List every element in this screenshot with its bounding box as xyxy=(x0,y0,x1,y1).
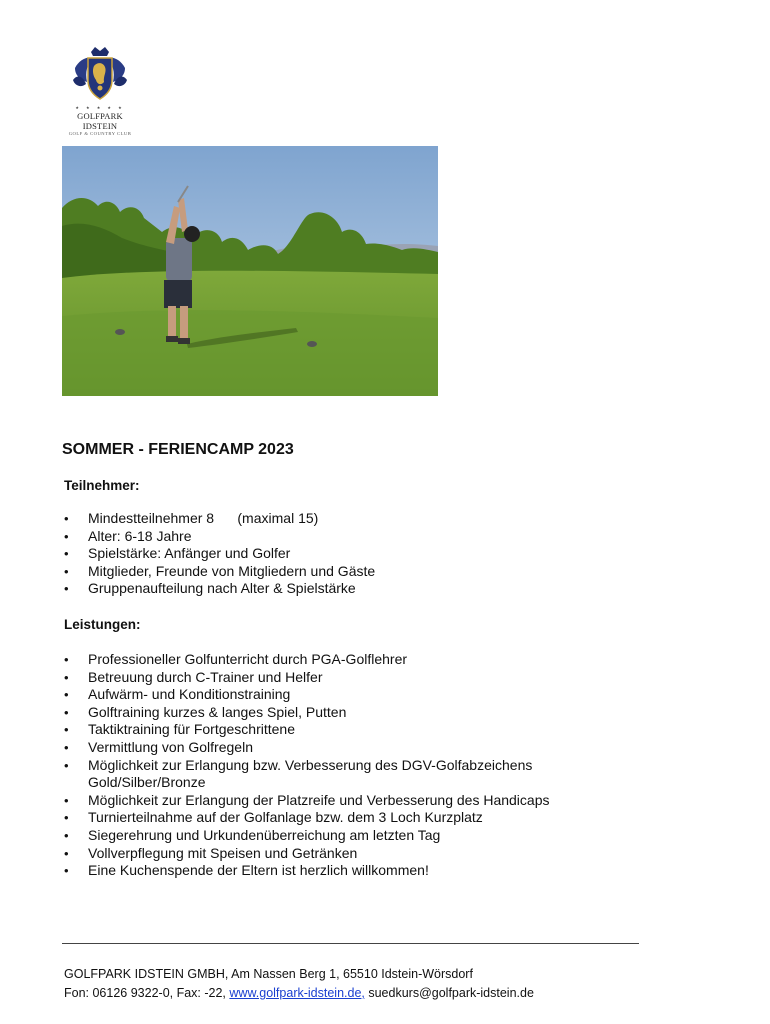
list-item: • Möglichkeit zur Erlangung bzw. Verbesserung des DGV-Golfabzeichens Gold/Silber/Bronze xyxy=(64,757,609,792)
participants-heading: Teilnehmer: xyxy=(64,478,140,493)
list-item: • Eine Kuchenspende der Eltern ist herzlich willkommen! xyxy=(64,862,609,880)
coat-of-arms-icon xyxy=(69,46,131,104)
list-item: • Golftraining kurzes & langes Spiel, Putten xyxy=(64,704,609,722)
golfer-photo xyxy=(62,146,438,396)
participants-list xyxy=(64,510,704,598)
list-item: • Vermittlung von Golfregeln xyxy=(64,739,609,757)
list-item: • Turnierteilnahme auf der Golfanlage bzw. dem 3 Loch Kurzplatz xyxy=(64,809,609,827)
logo-subtitle: GOLF & COUNTRY CLUB xyxy=(68,131,132,136)
list-item: • Spielstärke: Anfänger und Golfer xyxy=(64,545,704,563)
logo-name: GOLFPARK IDSTEIN xyxy=(77,111,123,131)
logo-stars: ★ ★ ★ ★ ★ xyxy=(75,105,125,110)
page-title: SOMMER - FERIENCAMP 2023 xyxy=(62,441,294,458)
list-item: • Vollverpflegung mit Speisen und Getränken xyxy=(64,845,609,863)
golfer-photo-icon xyxy=(62,146,438,396)
list-item: • Professioneller Golfunterricht durch PGA-Golflehrer xyxy=(64,651,609,669)
list-item: • Aufwärm- und Konditionstraining xyxy=(64,686,609,704)
footer xyxy=(64,965,534,1003)
footer-contact xyxy=(64,984,534,1003)
club-logo xyxy=(60,46,140,136)
services-list xyxy=(64,651,609,880)
footer-address: GOLFPARK IDSTEIN GMBH, Am Nassen Berg 1, 65510 Idstein-Wörsdorf xyxy=(64,967,473,981)
list-item: • Siegerehrung und Urkundenüberreichung am letzten Tag xyxy=(64,827,609,845)
list-item: • Taktiktraining für Fortgeschrittene xyxy=(64,721,609,739)
list-item: • Alter: 6-18 Jahre xyxy=(64,528,704,546)
footer-email: suedkurs@golfpark-idstein.de xyxy=(364,986,534,1000)
list-item: • Betreuung durch C-Trainer und Helfer xyxy=(64,669,609,687)
footer-phone-fax: Fon: 06126 9322-0, Fax: -22, xyxy=(64,986,230,1000)
list-item: • Möglichkeit zur Erlangung der Platzreife und Verbesserung des Handicaps xyxy=(64,792,609,810)
services-heading: Leistungen: xyxy=(64,617,141,632)
list-item: • Mindestteilnehmer 8 (maximal 15) xyxy=(64,510,704,528)
footer-divider xyxy=(62,943,639,944)
website-link[interactable]: www.golfpark-idstein.de, xyxy=(229,986,365,1000)
list-item: • Mitglieder, Freunde von Mitgliedern und Gäste xyxy=(64,563,704,581)
list-item: • Gruppenaufteilung nach Alter & Spielstärke xyxy=(64,580,704,598)
